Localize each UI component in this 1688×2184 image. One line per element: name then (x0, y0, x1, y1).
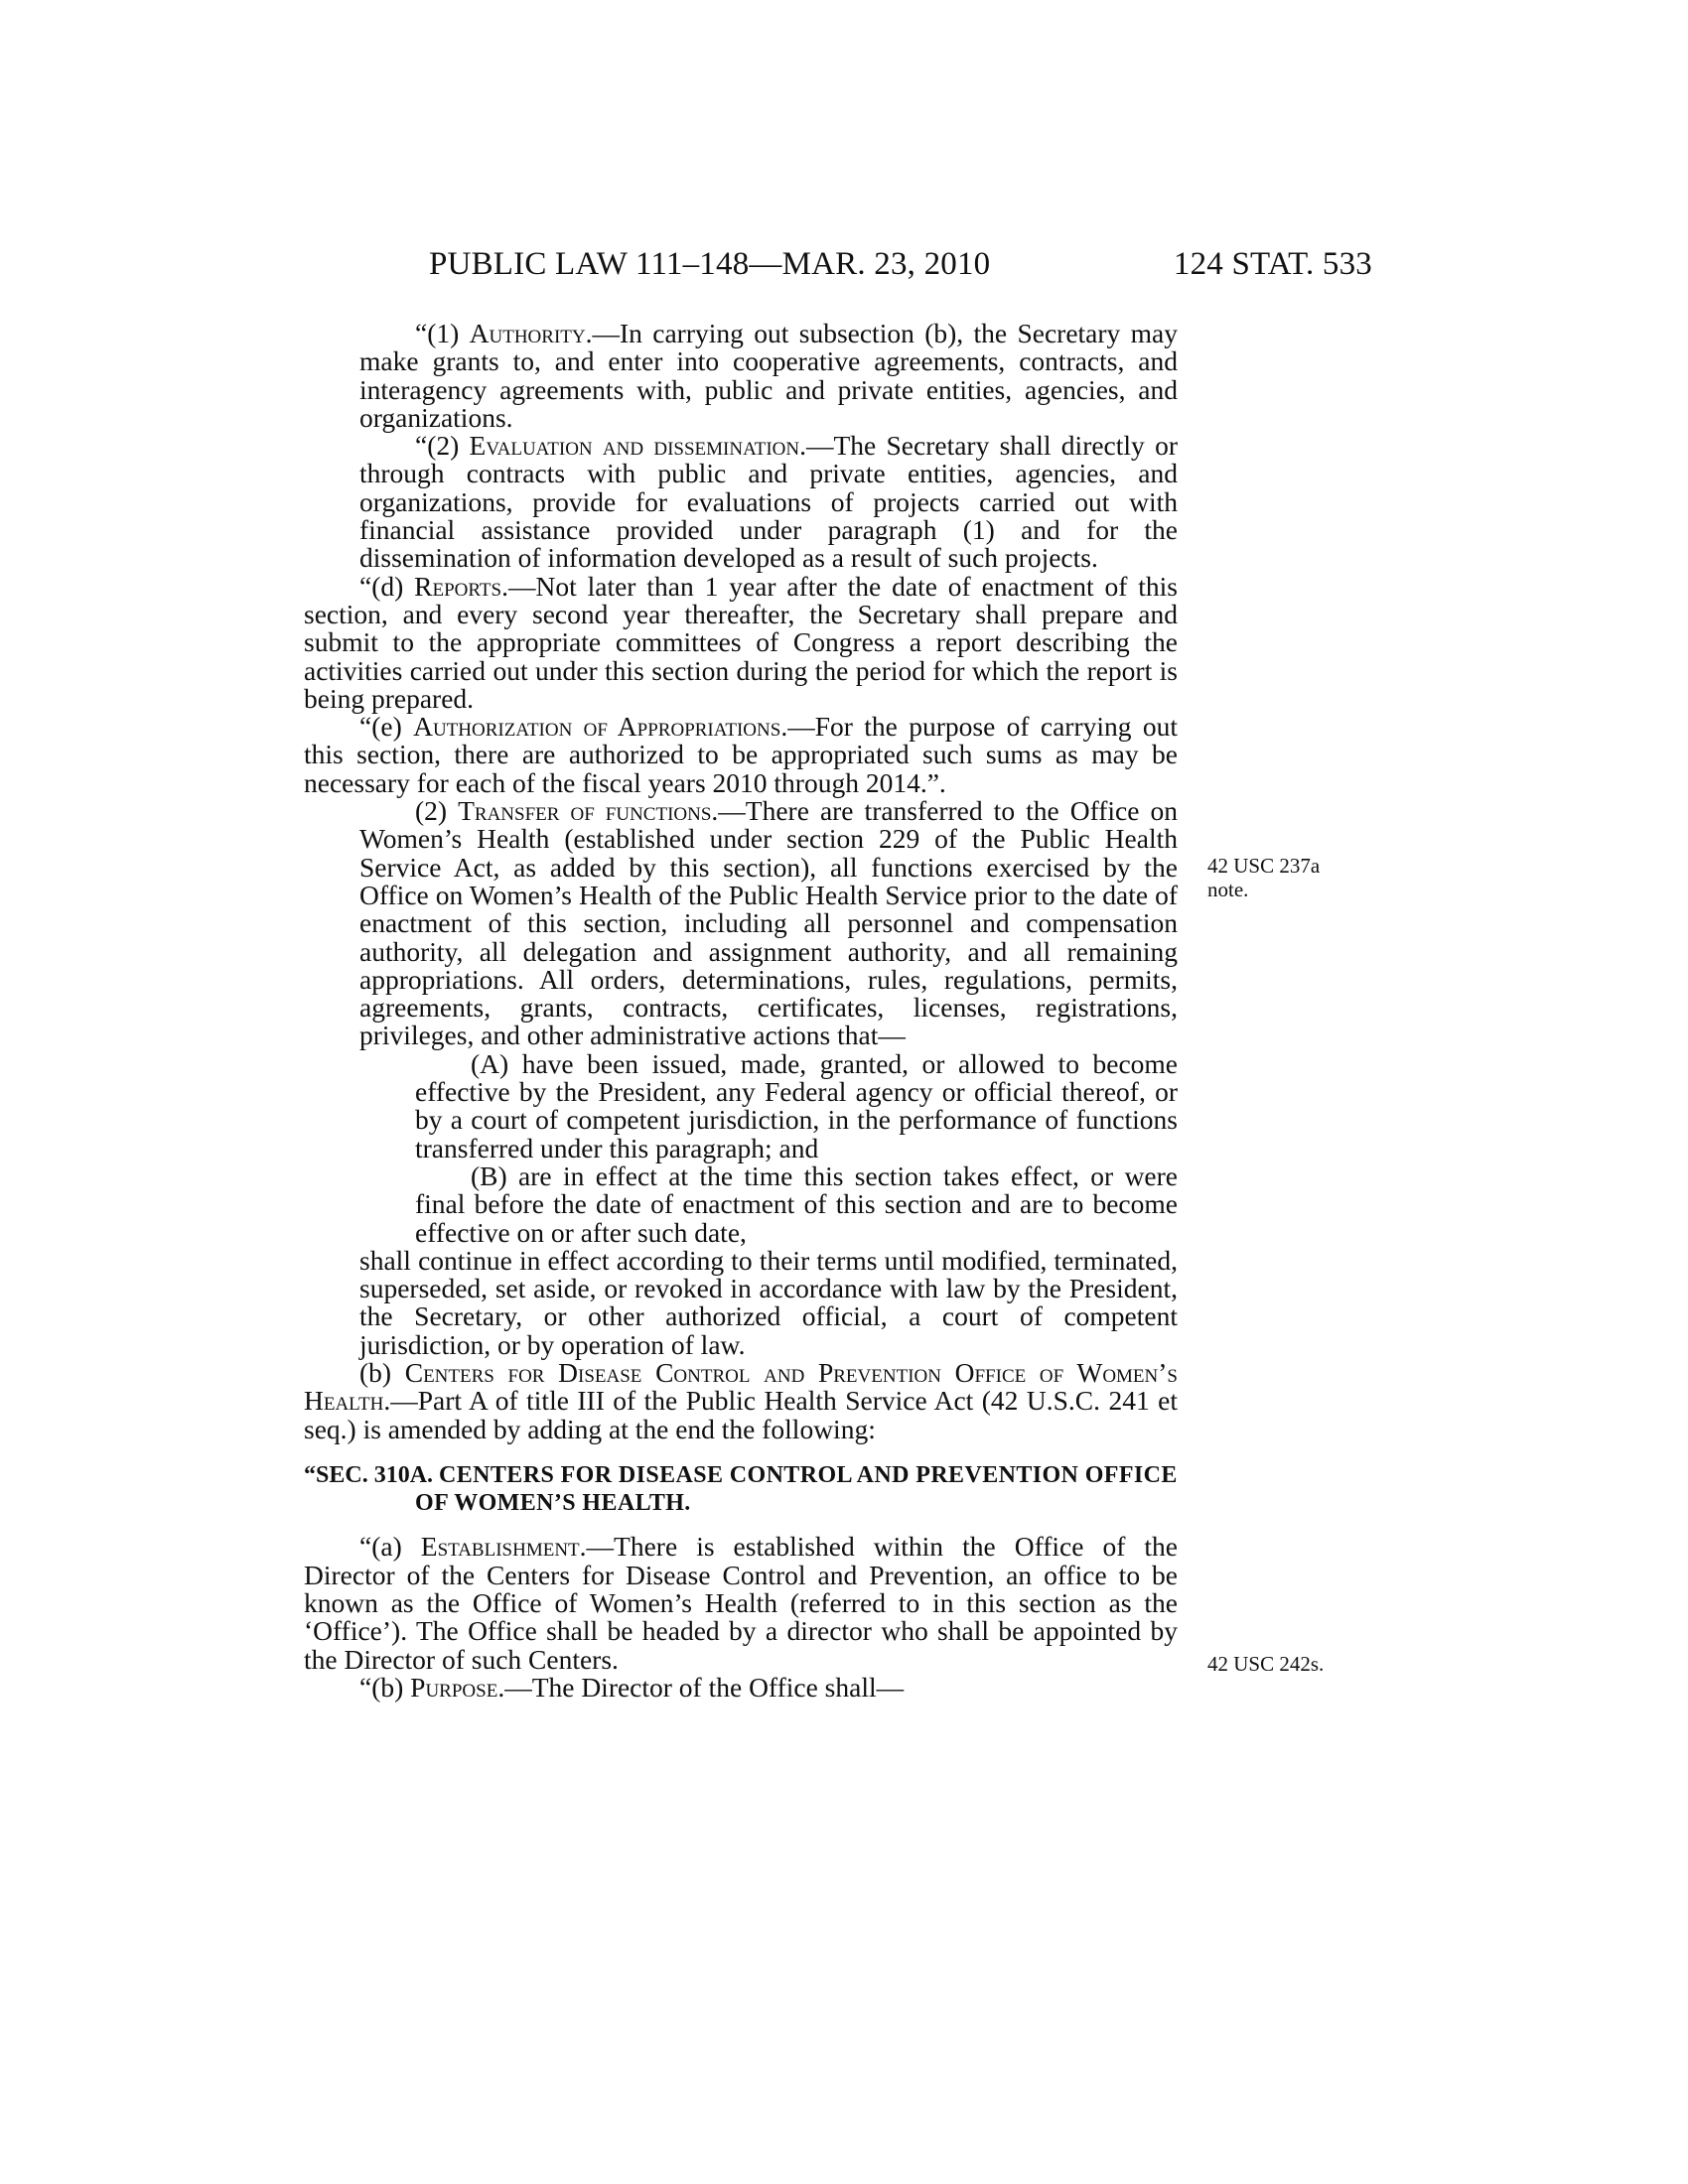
paragraph-authority: “(1) Authority.—In carrying out subsection (b), the Secretary may make grants to, and enter into cooperative agreements, contracts, and interagency agreements with, public and private entities, agencies, and organizations. (359, 318, 1178, 433)
paragraph-establishment: “(a) Establishment.—There is established within the Office of the Director of the Centers for Disease Control and Prevention, an office to be known as the Office of Women’s Health (referred to in this section as the ‘Office’). The Office shall be headed by a director who shall be appointed by the Director of such Centers. (304, 1531, 1179, 1675)
paragraph-heading: Authority (469, 318, 586, 348)
paragraph-purpose: “(b) Purpose.—The Director of the Office shall— (359, 1671, 905, 1703)
section-heading: “SEC. 310A. CENTERS FOR DISEASE CONTROL AND PREVENTION OFFICE OF WOMEN’S HEALTH. (304, 1461, 1178, 1517)
running-title: PUBLIC LAW 111–148—MAR. 23, 2010 (429, 246, 991, 282)
paragraph-heading: Authorization of Appropriations (413, 711, 781, 743)
paragraph-heading: Establishment (420, 1531, 580, 1563)
body-text (304, 320, 1178, 1702)
paragraph-authorization: “(e) Authorization of Appropriations.—For the purpose of carrying out this section, there are authorized to be appropriated such sums as may be necessary for each of the fiscal years 2010 through 2014.”. (304, 711, 1179, 798)
paragraph-heading: Transfer of functions (458, 795, 712, 827)
paragraph-heading: Purpose (410, 1671, 498, 1703)
paragraph-transfer-of-functions: (2) Transfer of functions.—There are transferred to the Office on Women’s Health (established under section 229 of the Public Health Service Act, as added by this section), all functions exercised by the Office on Women’s Health of the Public Health Service prior to the date of enactment of this section, including all personnel and compensation authority, all delegation and assignment authority, and all remaining appropriations. All orders, determinations, rules, regulations, permits, agreements, grants, contracts, certificates, licenses, registrations, privileges, and other administrative actions that— (359, 795, 1178, 1051)
statute-page-number: 124 STAT. 533 (1173, 246, 1372, 282)
subparagraph-a: (A) have been issued, made, granted, or allowed to become effective by the President, any Federal agency or official thereof, or by a court of competent jurisdiction, in the performance of functions transferred under this paragraph; and (415, 1047, 1178, 1163)
margin-note-237a: 42 USC 237a note. (1207, 854, 1321, 901)
paragraph-evaluation: “(2) Evaluation and dissemination.—The Secretary shall directly or through contracts with public and private entities, agencies, and organizations, provide for evaluations of projects carried out with financial assistance provided under paragraph (1) and for the dissemination of information developed as a result of such projects. (359, 430, 1178, 574)
margin-note-242s: 42 USC 242s. (1207, 1652, 1325, 1676)
paragraph-heading: Centers for Disease Control and Prevention Office of Women’s Health (304, 1356, 1178, 1417)
paragraph-cdc-office: (b) Centers for Disease Control and Prevention Office of Women’s Health.—Part A of title III of the Public Health Service Act (42 U.S.C. 241 et seq.) is amended by adding at the end the following: (304, 1356, 1178, 1444)
paragraph-continuation: shall continue in effect according to their terms until modified, terminated, superseded, set aside, or revoked in accordance with law by the President, the Secretary, or other authorized official, a court of competent jurisdiction, or by operation of law. (359, 1244, 1178, 1360)
paragraph-heading: Reports (414, 570, 502, 602)
page-header (429, 246, 1372, 286)
paragraph-heading: Evaluation and dissemination (469, 430, 800, 462)
subparagraph-b: (B) are in effect at the time this section takes effect, or were final before the date of enactment of this section and are to become effective on or after such date, (415, 1160, 1178, 1248)
paragraph-reports: “(d) Reports.—Not later than 1 year after the date of enactment of this section, and every second year thereafter, the Secretary shall prepare and submit to the appropriate committees of Congress a report describing the activities carried out under this section during the period for which the report is being prepared. (304, 570, 1178, 714)
